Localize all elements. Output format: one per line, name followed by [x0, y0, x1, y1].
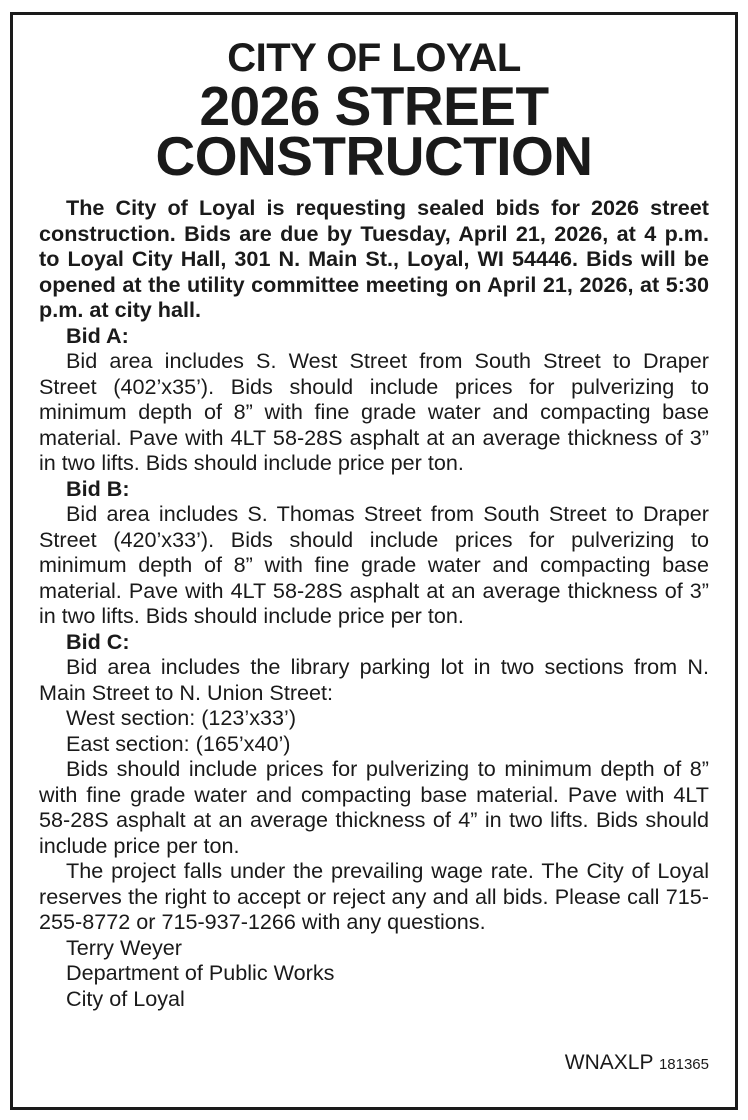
bid-c-east-section: East section: (165’x40’)	[66, 730, 291, 756]
intro-paragraph: The City of Loyal is requesting sealed bids for 2026 street construction. Bids are due by Tuesday, April 21, 2026, at 4 p.m. to Loyal City Hall, 301 N. Main St., Loyal, WI 54446. Bids will be opened at the utility committee meeting on April 21, 2026, at 5:30 p.m. at city hall.	[39, 195, 709, 322]
closing-paragraph: The project falls under the prevailing wage rate. The City of Loyal reserves the right to accept or reject any and all bids. Please call 715-255-8772 or 715-937-1266 with any questions.	[39, 858, 709, 934]
signature-organization: City of Loyal	[66, 985, 185, 1011]
bid-a-text: Bid area includes S. West Street from South Street to Draper Street (402’x35’). Bids should include prices for pulverizing to minimum depth of 8” with fine grade water and compacting base material. Pave with 4LT 58-28S asphalt at an average thickness of 3” in two lifts. Bids should include price per ton.	[39, 348, 709, 475]
bid-c-heading: Bid C:	[66, 628, 130, 654]
signature-name: Terry Weyer	[66, 934, 182, 960]
signature-department: Department of Public Works	[66, 960, 335, 985]
bid-c-text-2: Bids should include prices for pulverizing to minimum depth of 8” with fine grade water and compacting base material. Pave with 4LT 58-28S asphalt at an average thickness of 4” in two lifts. Bids should include price per ton.	[39, 756, 709, 858]
title-city: CITY OF LOYAL	[227, 36, 521, 80]
bid-b-text: Bid area includes S. Thomas Street from South Street to Draper Street (420’x33’). Bids should include prices for pulverizing to minimum depth of 8” with fine grade water and compacting base material. Pave with 4LT 58-28S asphalt at an average thickness of 3” in two lifts. Bids should include price per ton.	[39, 501, 709, 628]
bid-b-heading: Bid B:	[66, 475, 130, 501]
bid-c-west-section: West section: (123’x33’)	[66, 705, 297, 730]
notice-body	[39, 195, 709, 1011]
bid-c-text: Bid area includes the library parking lot in two sections from N. Main Street to N. Union Street:	[39, 654, 709, 705]
legal-notice	[10, 12, 738, 1110]
publication-code-text: WNAXLP	[564, 1051, 654, 1074]
title-line-2: 2026 STREET	[199, 75, 549, 137]
bid-a-heading: Bid A:	[66, 322, 129, 348]
publication-code	[565, 1051, 709, 1077]
title-line-3: CONSTRUCTION	[155, 125, 593, 187]
publication-code-number: 181365	[658, 1056, 709, 1073]
title-project	[39, 75, 709, 187]
